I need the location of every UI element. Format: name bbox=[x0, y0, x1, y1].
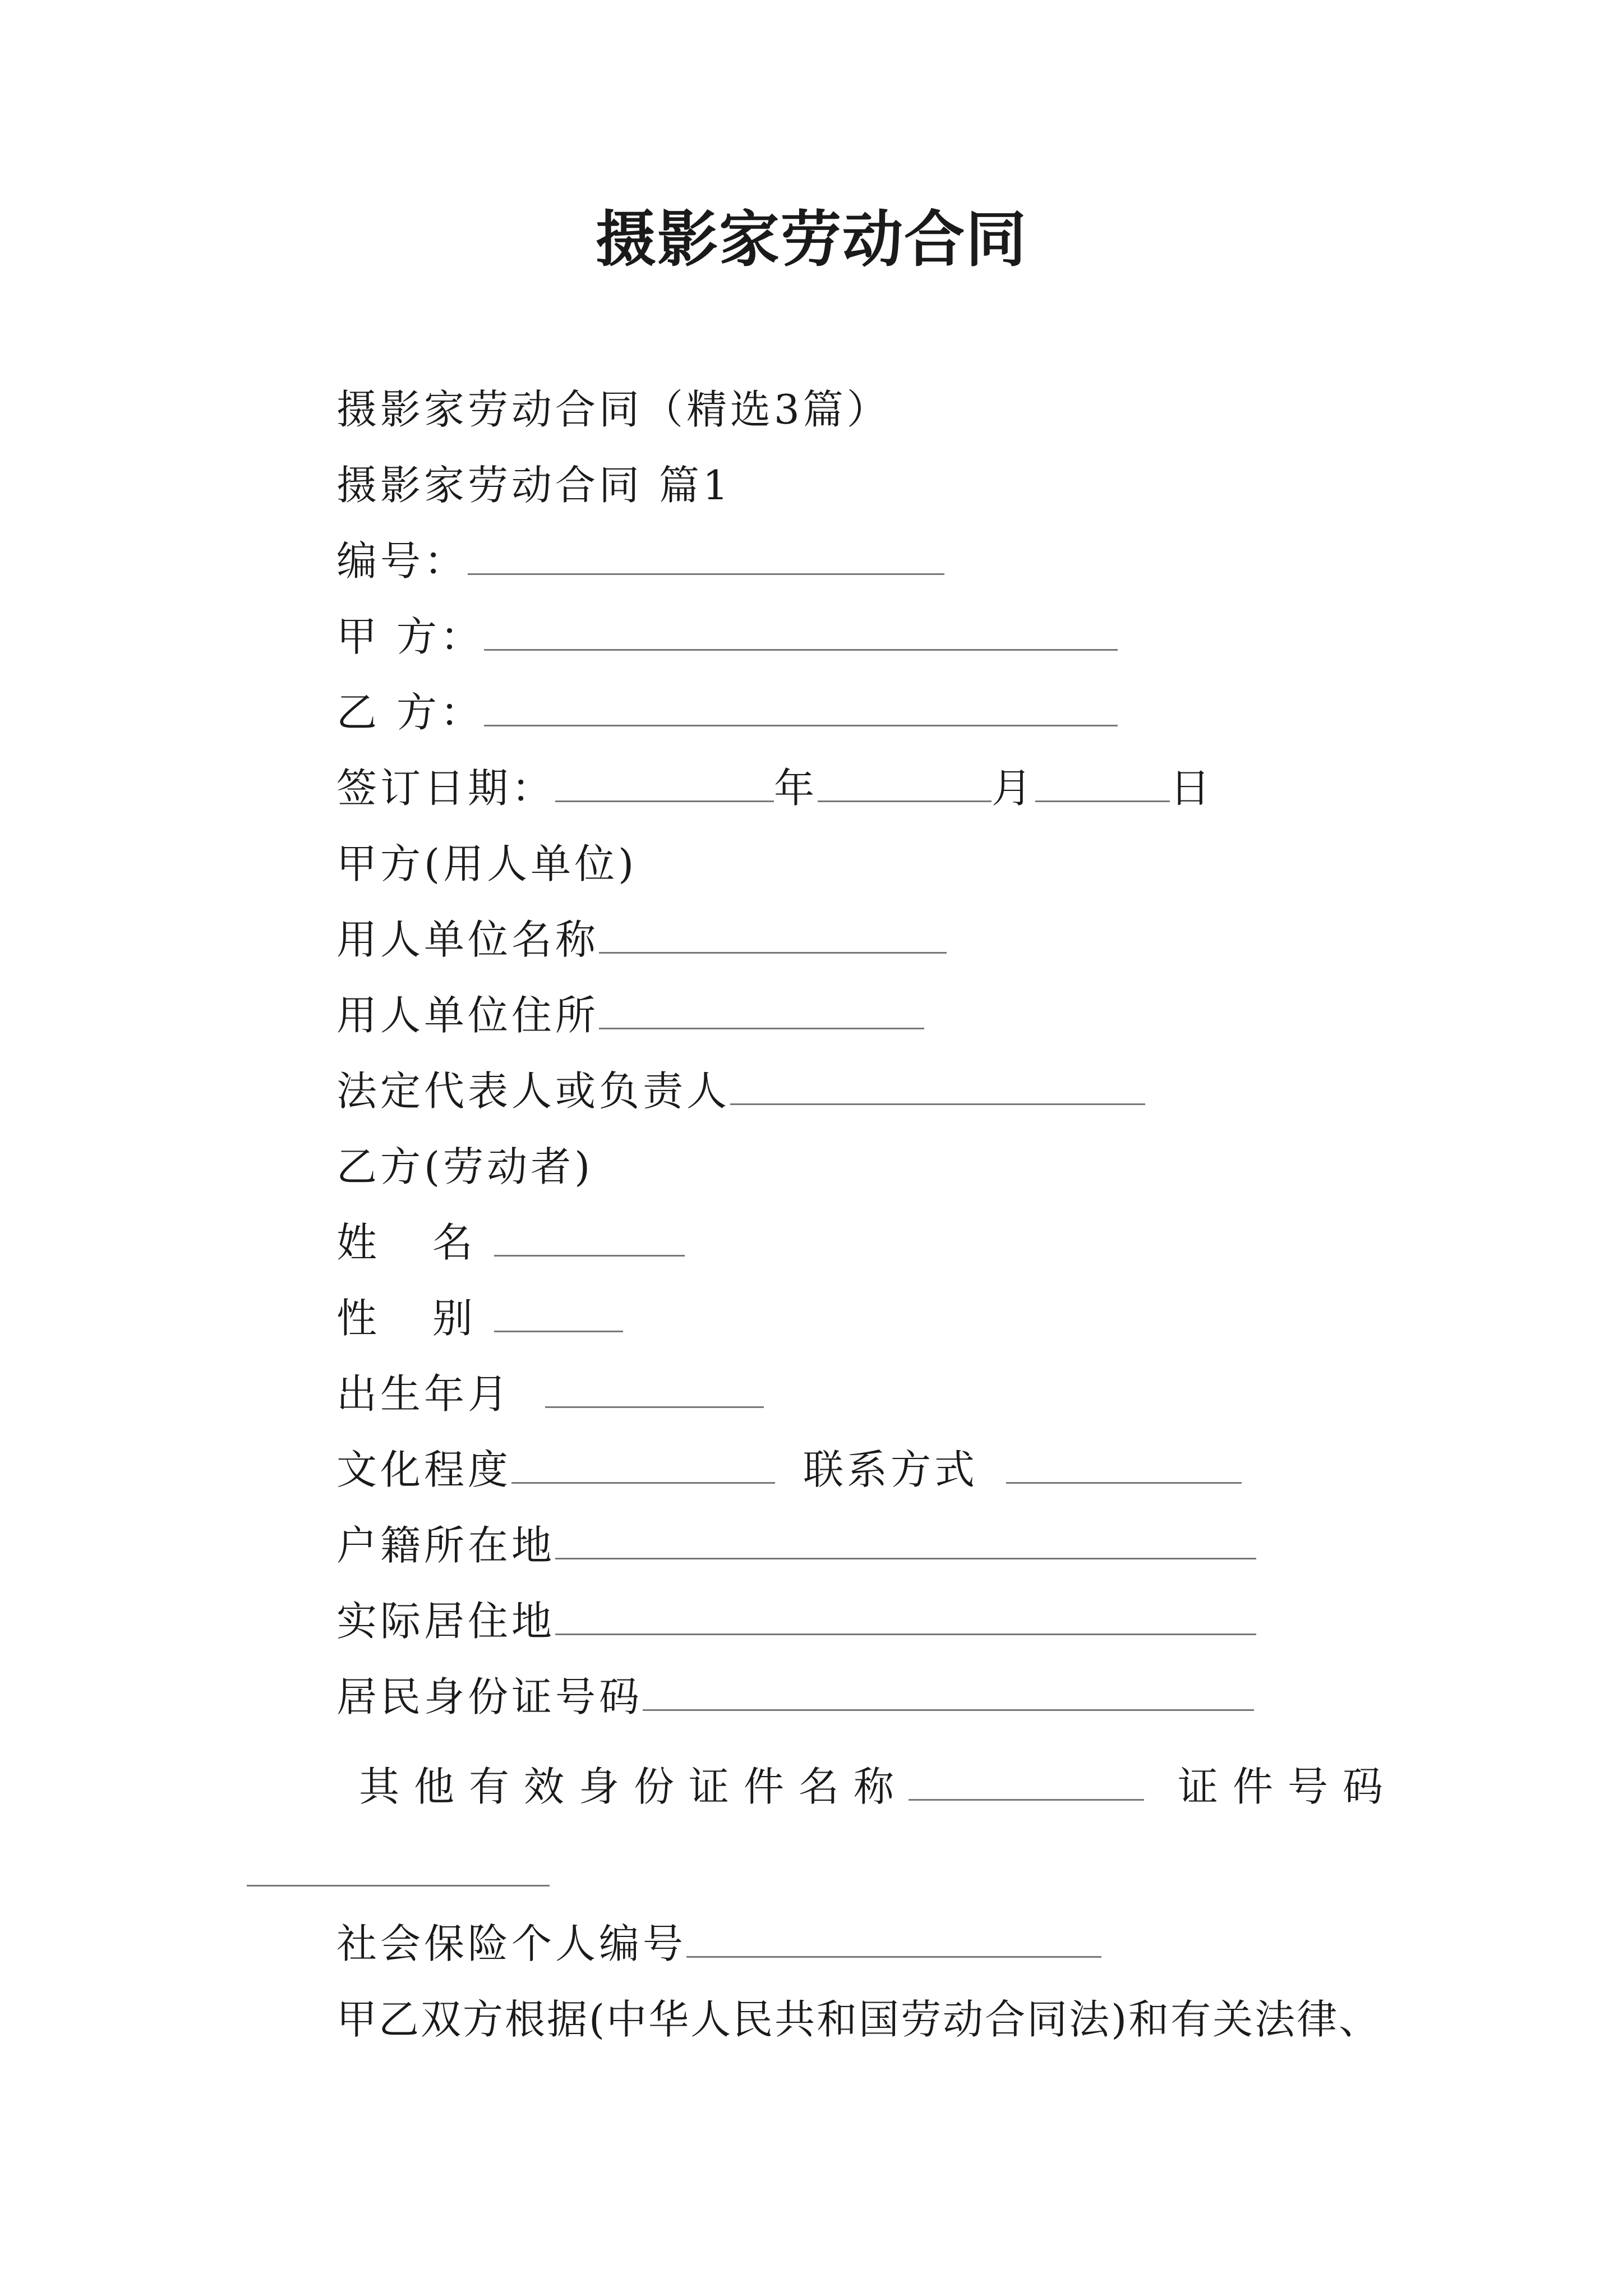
subtitle-text: 摄影家劳动合同（精选3篇） bbox=[336, 386, 891, 433]
day-label: 日 bbox=[1170, 765, 1214, 812]
party-a-label: 甲 方： bbox=[336, 613, 484, 660]
document-title: 摄影家劳动合同 bbox=[595, 204, 1027, 275]
gender-row bbox=[336, 1290, 623, 1346]
party-b-blank[interactable] bbox=[484, 697, 1118, 726]
education-contact-row bbox=[336, 1442, 1242, 1498]
name-row bbox=[336, 1214, 685, 1271]
id-number-row bbox=[336, 1669, 1254, 1725]
id-number-label: 居民身份证号码 bbox=[336, 1673, 643, 1720]
party-b-heading bbox=[336, 1139, 593, 1195]
other-id-name-blank[interactable] bbox=[909, 1771, 1144, 1801]
name-blank[interactable] bbox=[494, 1227, 685, 1257]
id-number-blank[interactable] bbox=[643, 1681, 1254, 1711]
education-label: 文化程度 bbox=[336, 1446, 512, 1493]
name-label: 姓 名 bbox=[336, 1219, 494, 1266]
social-security-blank[interactable] bbox=[686, 1928, 1101, 1958]
contact-blank[interactable] bbox=[1006, 1454, 1242, 1484]
education-blank[interactable] bbox=[511, 1454, 775, 1484]
intro-text: 甲乙双方根据(中华人民共和国劳动合同法)和有关法律、 bbox=[336, 1996, 1381, 2043]
legal-rep-row bbox=[336, 1063, 1145, 1119]
sign-date-row bbox=[336, 760, 1214, 816]
gender-blank[interactable] bbox=[494, 1303, 623, 1332]
party-a-heading bbox=[336, 836, 637, 892]
birth-row bbox=[336, 1366, 764, 1422]
employer-name-blank[interactable] bbox=[599, 924, 947, 954]
section-heading-text: 摄影家劳动合同 篇1 bbox=[336, 462, 732, 509]
party-b-row bbox=[336, 684, 1118, 740]
id-no-blank[interactable] bbox=[247, 1851, 550, 1887]
month-label: 月 bbox=[992, 765, 1036, 812]
employer-name-row bbox=[336, 912, 947, 968]
gender-label: 性 别 bbox=[336, 1295, 494, 1342]
document-subtitle bbox=[336, 381, 891, 438]
intro-paragraph bbox=[336, 1991, 1381, 2047]
party-a-row bbox=[336, 609, 1118, 665]
birth-blank[interactable] bbox=[545, 1378, 764, 1408]
residence-blank[interactable] bbox=[555, 1605, 1256, 1635]
contact-label: 联系方式 bbox=[803, 1446, 979, 1493]
legal-rep-label: 法定代表人或负责人 bbox=[336, 1068, 731, 1115]
employer-address-label: 用人单位住所 bbox=[336, 992, 600, 1039]
month-blank[interactable] bbox=[818, 772, 992, 802]
party-b-heading-text: 乙方(劳动者) bbox=[336, 1143, 594, 1190]
social-security-row bbox=[336, 1916, 1101, 1972]
day-blank[interactable] bbox=[1035, 772, 1170, 802]
year-blank[interactable] bbox=[555, 772, 774, 802]
party-a-heading-text: 甲方(用人单位) bbox=[336, 840, 638, 887]
id-no-label: 证件号码 bbox=[1178, 1763, 1398, 1810]
birth-label: 出生年月 bbox=[336, 1370, 512, 1418]
employer-name-label: 用人单位名称 bbox=[336, 916, 600, 963]
section-heading bbox=[336, 457, 732, 513]
other-id-row bbox=[359, 1759, 1398, 1815]
residence-row bbox=[336, 1593, 1256, 1649]
employer-address-blank[interactable] bbox=[599, 1000, 924, 1029]
residence-label: 实际居住地 bbox=[336, 1598, 556, 1645]
number-label: 编号： bbox=[336, 537, 468, 585]
party-a-blank[interactable] bbox=[484, 621, 1118, 651]
social-security-label: 社会保险个人编号 bbox=[336, 1920, 687, 1967]
number-blank[interactable] bbox=[468, 545, 944, 575]
household-reg-blank[interactable] bbox=[555, 1530, 1256, 1559]
employer-address-row bbox=[336, 987, 924, 1043]
party-b-label: 乙 方： bbox=[336, 689, 484, 736]
other-id-name-label: 其他有效身份证件名称 bbox=[359, 1763, 909, 1810]
legal-rep-blank[interactable] bbox=[730, 1075, 1145, 1105]
year-label: 年 bbox=[774, 765, 818, 812]
household-reg-label: 户籍所在地 bbox=[336, 1522, 556, 1569]
sign-date-label: 签订日期： bbox=[336, 765, 556, 812]
number-row bbox=[336, 533, 944, 589]
household-reg-row bbox=[336, 1517, 1256, 1573]
